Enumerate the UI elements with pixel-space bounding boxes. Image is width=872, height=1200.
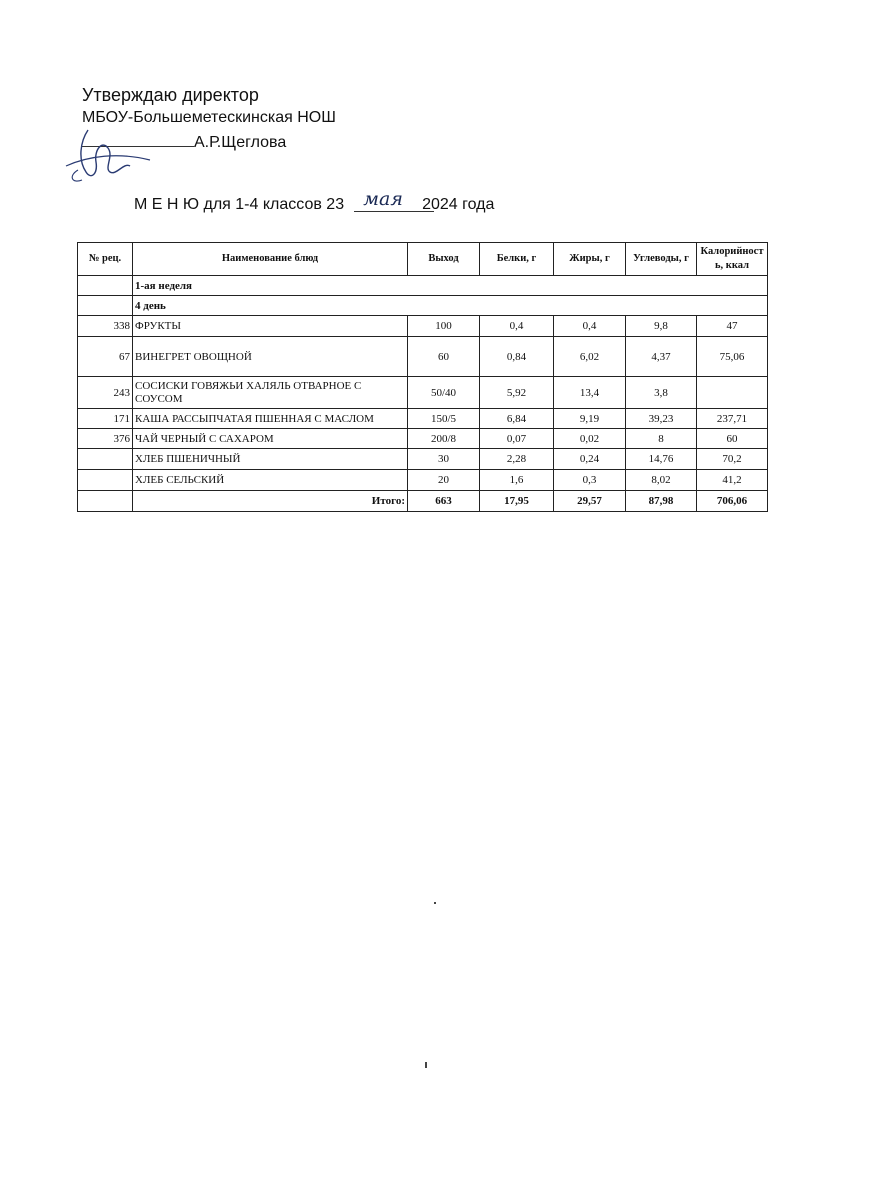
total-kcal: 706,06	[697, 491, 768, 512]
total-carbs: 87,98	[626, 491, 697, 512]
handwritten-month: мая	[363, 188, 403, 210]
menu-title	[134, 188, 495, 214]
row-carbs: 3,8	[626, 377, 697, 409]
row-fat: 13,4	[554, 377, 626, 409]
school-name: МБОУ-Большеметескинская НОШ	[82, 109, 336, 126]
table-row	[78, 429, 768, 449]
row-fat: 0,4	[554, 316, 626, 337]
row-protein: 0,4	[480, 316, 554, 337]
header-fat: Жиры, г	[554, 243, 626, 276]
day-row-blank	[78, 296, 133, 316]
menu-title-year: 2024 года	[422, 196, 495, 213]
row-rec: 243	[78, 377, 133, 409]
row-out: 150/5	[408, 409, 480, 429]
header-name: Наименование блюд	[133, 243, 408, 276]
row-out: 60	[408, 337, 480, 377]
header-carbs: Углеводы, г	[626, 243, 697, 276]
total-fat: 29,57	[554, 491, 626, 512]
table-row	[78, 377, 768, 409]
row-name: ВИНЕГРЕТ ОВОЩНОЙ	[133, 337, 408, 377]
row-kcal: 237,71	[697, 409, 768, 429]
date-underline	[354, 211, 434, 212]
row-carbs: 9,8	[626, 316, 697, 337]
row-name: КАША РАССЫПЧАТАЯ ПШЕННАЯ С МАСЛОМ	[133, 409, 408, 429]
row-name: ХЛЕБ ПШЕНИЧНЫЙ	[133, 449, 408, 470]
row-name: ЧАЙ ЧЕРНЫЙ С САХАРОМ	[133, 429, 408, 449]
row-protein: 1,6	[480, 470, 554, 491]
row-rec: 376	[78, 429, 133, 449]
header-protein: Белки, г	[480, 243, 554, 276]
row-kcal: 75,06	[697, 337, 768, 377]
table-row	[78, 409, 768, 429]
row-out: 200/8	[408, 429, 480, 449]
total-protein: 17,95	[480, 491, 554, 512]
row-rec	[78, 470, 133, 491]
row-out: 50/40	[408, 377, 480, 409]
row-fat: 9,19	[554, 409, 626, 429]
table-row	[78, 337, 768, 377]
table-row	[78, 449, 768, 470]
signature-icon	[58, 122, 158, 192]
header-rec: № рец.	[78, 243, 133, 276]
scan-speck	[434, 902, 436, 904]
row-kcal: 70,2	[697, 449, 768, 470]
menu-title-prefix: М Е Н Ю для 1-4 классов 23	[134, 196, 345, 213]
day-row	[78, 296, 768, 316]
row-out: 100	[408, 316, 480, 337]
table-row	[78, 470, 768, 491]
director-name: А.Р.Щеглова	[194, 134, 287, 151]
row-carbs: 4,37	[626, 337, 697, 377]
menu-table	[77, 242, 768, 512]
table-header-row	[78, 243, 768, 276]
row-kcal: 41,2	[697, 470, 768, 491]
row-protein: 0,07	[480, 429, 554, 449]
row-protein: 0,84	[480, 337, 554, 377]
row-rec: 338	[78, 316, 133, 337]
row-protein: 5,92	[480, 377, 554, 409]
row-fat: 6,02	[554, 337, 626, 377]
row-kcal: 60	[697, 429, 768, 449]
header-kcal: Калорийность, ккал	[697, 243, 768, 276]
week-row	[78, 276, 768, 296]
day-label: 4 день	[133, 296, 768, 316]
row-carbs: 14,76	[626, 449, 697, 470]
total-row-blank	[78, 491, 133, 512]
row-out: 20	[408, 470, 480, 491]
row-name: ФРУКТЫ	[133, 316, 408, 337]
total-out: 663	[408, 491, 480, 512]
header-out: Выход	[408, 243, 480, 276]
row-carbs: 8,02	[626, 470, 697, 491]
row-carbs: 8	[626, 429, 697, 449]
week-label: 1-ая неделя	[133, 276, 768, 296]
scan-speck	[425, 1062, 427, 1068]
row-protein: 6,84	[480, 409, 554, 429]
approval-title: Утверждаю директор	[82, 85, 259, 105]
table-row	[78, 316, 768, 337]
row-name: СОСИСКИ ГОВЯЖЬИ ХАЛЯЛЬ ОТВАРНОЕ С СОУСОМ	[133, 377, 408, 409]
row-rec: 171	[78, 409, 133, 429]
row-carbs: 39,23	[626, 409, 697, 429]
total-row	[78, 491, 768, 512]
total-label: Итого:	[133, 491, 408, 512]
row-name: ХЛЕБ СЕЛЬСКИЙ	[133, 470, 408, 491]
row-rec	[78, 449, 133, 470]
row-kcal: 47	[697, 316, 768, 337]
row-kcal	[697, 377, 768, 409]
row-rec: 67	[78, 337, 133, 377]
row-out: 30	[408, 449, 480, 470]
week-row-blank	[78, 276, 133, 296]
row-fat: 0,24	[554, 449, 626, 470]
row-fat: 0,3	[554, 470, 626, 491]
row-protein: 2,28	[480, 449, 554, 470]
row-fat: 0,02	[554, 429, 626, 449]
